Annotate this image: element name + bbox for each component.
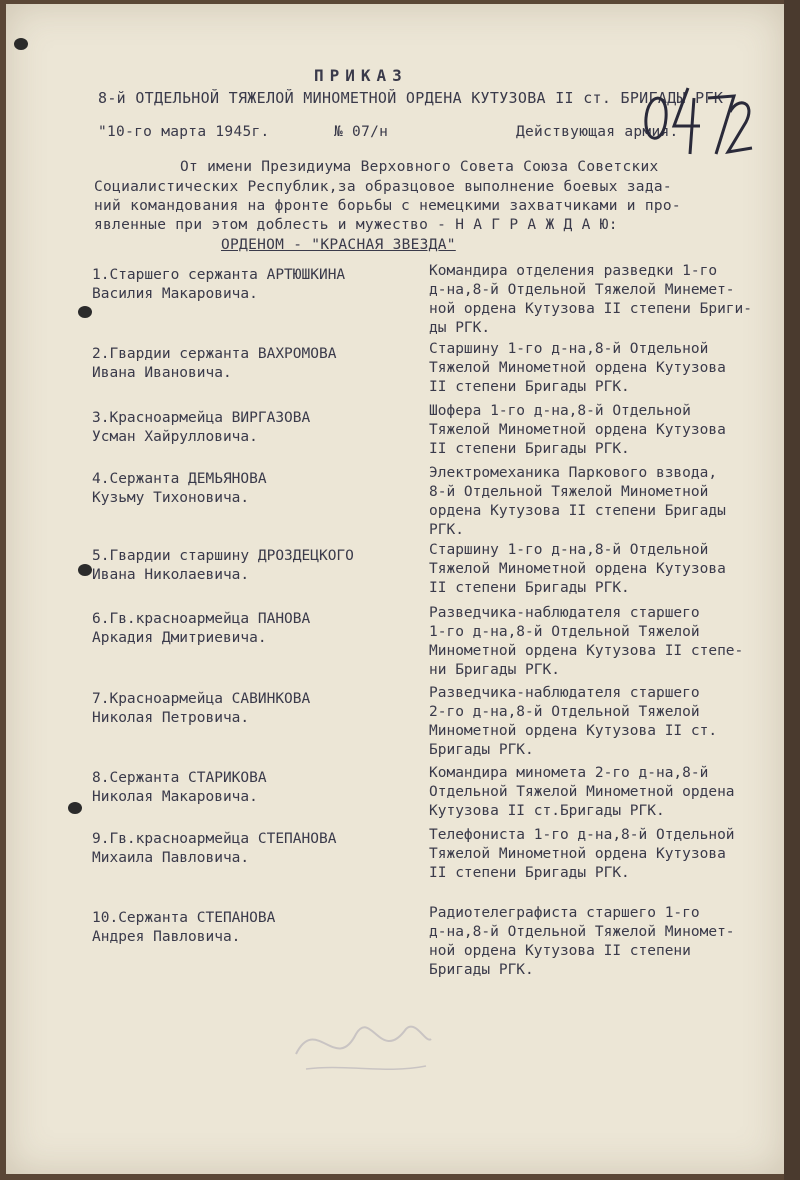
entry-position: Разведчика-наблюдателя старшего 2-го д-на,8-й Отдельной Тяжелой Минометной ордена Кутузова II ст. Бригады РГК.	[429, 685, 718, 758]
page-edge	[784, 0, 800, 1180]
order-place: Действующая армия.	[516, 124, 679, 140]
order-number: № 07/н	[334, 124, 389, 140]
entry-name: 8.Сержанта СТАРИКОВА Николая Макаровича.	[92, 770, 267, 805]
entry-position: Командира отделения разведки 1-го д-на,8-й Отдельной Тяжелой Минемет- ной ордена Кутузова II степени Бриги- ды РГК.	[429, 263, 753, 336]
entry-position: Радиотелеграфиста старшего 1-го д-на,8-й Отдельной Тяжелой Миномет- ной ордена Кутузова II степени Бригады РГК.	[429, 905, 735, 978]
entry-position: Электромеханика Паркового взвода, 8-й Отдельной Тяжелой Минометной ордена Кутузова II степени Бригады РГК.	[429, 465, 726, 538]
punch-hole	[68, 802, 82, 814]
entry-name: 10.Сержанта СТЕПАНОВА Андрея Павловича.	[92, 910, 276, 945]
entry-position: Телефониста 1-го д-на,8-й Отдельной Тяжелой Минометной ордена Кутузова II степени Бригады РГК.	[429, 827, 735, 881]
entry-position: Старшину 1-го д-на,8-й Отдельной Тяжелой Минометной ордена Кутузова II степени Бригады РГК.	[429, 341, 726, 395]
handwritten-number	[638, 78, 756, 158]
entry-name: 7.Красноармейца САВИНКОВА Николая Петровича.	[92, 691, 311, 726]
entry-position: Шофера 1-го д-на,8-й Отдельной Тяжелой Минометной ордена Кутузова II степени Бригады РГК.	[429, 403, 726, 457]
intro-line: Социалистических Республик,за образцовое выполнение боевых зада-	[94, 179, 672, 195]
entry-name: 1.Старшего сержанта АРТЮШКИНА Василия Макаровича.	[92, 267, 346, 302]
entry-position: Разведчика-наблюдателя старшего 1-го д-на,8-й Отдельной Тяжелой Минометной ордена Кутузова II степе- ни Бригады РГК.	[429, 605, 744, 678]
document-title: ПРИКАЗ	[314, 66, 408, 85]
intro-line: От имени Президиума Верховного Совета Союза Советских	[180, 159, 659, 175]
intro-line: явленные при этом доблесть и мужество - Н А Г Р А Ж Д А Ю:	[94, 217, 618, 233]
intro-line: ний командования на фронте борьбы с немецкими захватчиками и про-	[94, 198, 681, 214]
order-date: "10-го марта 1945г.	[98, 124, 270, 140]
order-name: ОРДЕНОМ - "КРАСНАЯ ЗВЕЗДА"	[221, 237, 456, 253]
entry-position: Командира миномета 2-го д-на,8-й Отдельной Тяжелой Минометной ордена Кутузова II ст.Бригады РГК.	[429, 765, 735, 819]
unit-name: 8-й ОТДЕЛЬНОЙ ТЯЖЕЛОЙ МИНОМЕТНОЙ ОРДЕНА КУТУЗОВА II ст. БРИГАДЫ РГК	[98, 89, 724, 107]
entry-name: 9.Гв.красноармейца СТЕПАНОВА Михаила Павловича.	[92, 831, 337, 866]
entry-name: 5.Гвардии старшину ДРОЗДЕЦКОГО Ивана Николаевича.	[92, 548, 354, 583]
entry-position: Старшину 1-го д-на,8-й Отдельной Тяжелой Минометной ордена Кутузова II степени Бригады РГК.	[429, 542, 726, 596]
entry-name: 2.Гвардии сержанта ВАХРОМОВА Ивана Ивановича.	[92, 346, 337, 381]
entry-name: 6.Гв.красноармейца ПАНОВА Аркадия Дмитриевича.	[92, 611, 311, 646]
document-page	[6, 4, 784, 1174]
punch-hole	[78, 306, 92, 318]
punch-hole	[78, 564, 92, 576]
entry-name: 4.Сержанта ДЕМЬЯНОВА Кузьму Тихоновича.	[92, 471, 267, 506]
faint-signature	[286, 994, 436, 1094]
entry-name: 3.Красноармейца ВИРГАЗОВА Усман Хайрулловича.	[92, 410, 311, 445]
punch-hole	[14, 38, 28, 50]
